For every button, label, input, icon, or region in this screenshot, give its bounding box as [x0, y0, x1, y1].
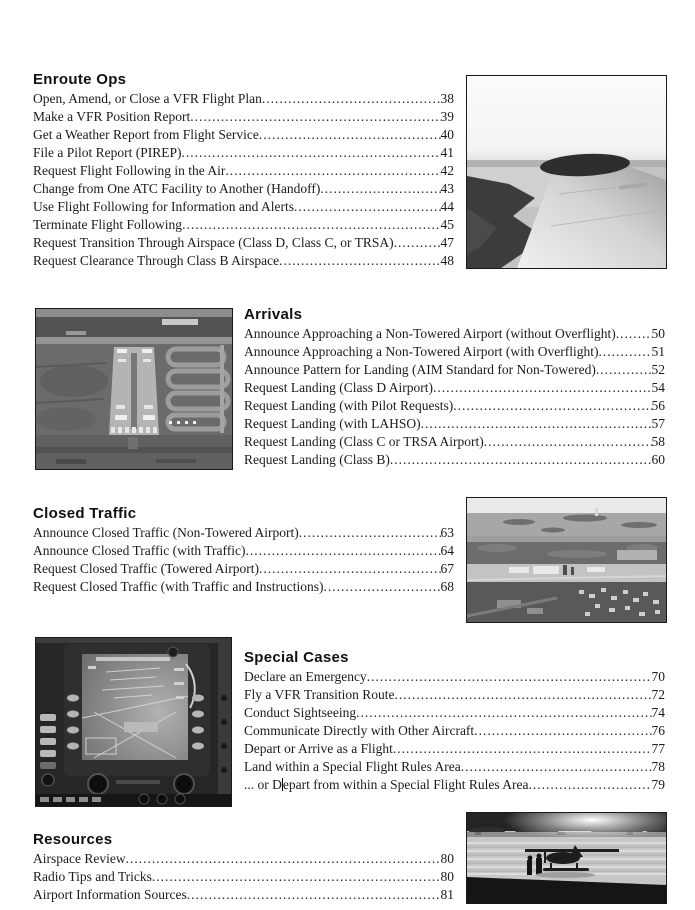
dot-leader: [395, 686, 652, 704]
entry-page-number: 58: [651, 434, 665, 449]
entry-title: Announce Closed Traffic (Non-Towered Airport): [33, 525, 299, 540]
toc-entry: [244, 722, 665, 740]
toc-entry: [33, 198, 454, 216]
entry-page-number: 57: [651, 416, 665, 431]
entry-page-number: 80: [440, 869, 454, 884]
entry-page-number: 81: [440, 887, 454, 902]
airplane-wing-in-flight-photo: [466, 75, 667, 269]
entry-title: Airport Information Sources: [33, 887, 187, 902]
entry-title-before-cursor: ... or D: [244, 777, 282, 792]
dot-leader: [421, 415, 652, 433]
entry-title: Request Landing (with LAHSO): [244, 416, 421, 431]
dot-leader: [323, 578, 440, 596]
entry-page-number: 45: [440, 217, 454, 232]
section-resources: [33, 831, 454, 904]
dot-leader: [484, 433, 652, 451]
entry-page-number: 68: [440, 579, 454, 594]
dot-leader: [461, 758, 652, 776]
entry-title: Request Clearance Through Class B Airspace: [33, 253, 280, 268]
dot-leader: [390, 451, 652, 469]
entry-title: Request Transition Through Airspace (Class D, Class C, or TRSA): [33, 235, 394, 250]
dot-leader: [259, 560, 440, 578]
entry-title: [244, 776, 528, 794]
dot-leader: [394, 234, 441, 252]
entry-title: Request Landing (Class B): [244, 452, 390, 467]
entry-page-number: 76: [651, 723, 665, 738]
toc-entry: [244, 343, 665, 361]
toc-entry: [244, 415, 665, 433]
entry-title: Request Landing (with Pilot Requests): [244, 398, 454, 413]
entry-title: Request Landing (Class C or TRSA Airport): [244, 434, 484, 449]
toc-entry: [33, 560, 454, 578]
entry-title: Announce Closed Traffic (with Traffic): [33, 543, 246, 558]
entry-page-number: 78: [651, 759, 665, 774]
toc-entry: [244, 704, 665, 722]
dot-leader: [294, 198, 441, 216]
avionics-display-photo: [35, 637, 232, 807]
entry-title: Request Closed Traffic (with Traffic and Instructions): [33, 579, 324, 594]
toc-entry: [33, 144, 454, 162]
entry-page-number: 42: [440, 163, 454, 178]
entry-page-number: 56: [651, 398, 665, 413]
dot-leader: [616, 325, 652, 343]
toc-entry: [244, 758, 665, 776]
entry-page-number: 39: [440, 109, 454, 124]
toc-entry: [244, 361, 665, 379]
entry-page-number: 63: [440, 525, 454, 540]
entry-title: Get a Weather Report from Flight Service: [33, 127, 259, 142]
aerial-runway-photo: [35, 308, 233, 470]
toc-entry: [33, 234, 454, 252]
toc-entry: [33, 216, 454, 234]
entry-page-number: 43: [440, 181, 454, 196]
dot-leader: [182, 216, 440, 234]
aerial-town-and-airport-photo: [466, 497, 667, 623]
toc-entry: [244, 668, 665, 686]
entry-page-number: 38: [440, 91, 454, 106]
entry-page-number: 48: [440, 253, 454, 268]
entry-page-number: 67: [440, 561, 454, 576]
dot-leader: [262, 90, 441, 108]
toc-entry: [33, 578, 454, 596]
entry-page-number: 52: [651, 362, 665, 377]
dot-leader: [246, 542, 441, 560]
dot-leader: [453, 397, 651, 415]
dot-leader: [182, 144, 441, 162]
toc-entry: [33, 886, 454, 904]
toc-entry: [33, 524, 454, 542]
section-arrivals: [244, 306, 665, 469]
section-heading: Special Cases: [244, 649, 349, 666]
entry-title: File a Pilot Report (PIREP): [33, 145, 182, 160]
entry-page-number: 70: [651, 669, 665, 684]
toc-entry: [244, 325, 665, 343]
entry-page-number: 72: [651, 687, 665, 702]
entry-page-number: 41: [440, 145, 454, 160]
entry-title: Announce Approaching a Non-Towered Airport (with Overflight): [244, 344, 599, 359]
entry-page-number: 47: [440, 235, 454, 250]
dot-leader: [367, 668, 652, 686]
dot-leader: [190, 108, 440, 126]
entry-title: Announce Approaching a Non-Towered Airport (without Overflight): [244, 326, 616, 341]
toc-entry: [244, 451, 665, 469]
toc-entry: [33, 850, 454, 868]
entry-title: Conduct Sightseeing: [244, 705, 357, 720]
toc-entry: [33, 542, 454, 560]
dot-leader: [598, 343, 651, 361]
section-heading: Enroute Ops: [33, 71, 127, 88]
dot-leader: [152, 868, 441, 886]
dot-leader: [356, 704, 651, 722]
entry-title: Request Landing (Class D Airport): [244, 380, 433, 395]
dot-leader: [320, 180, 440, 198]
entry-page-number: 50: [651, 326, 665, 341]
toc-entry: [33, 868, 454, 886]
entry-page-number: 51: [651, 344, 665, 359]
entry-title: Request Closed Traffic (Towered Airport): [33, 561, 260, 576]
seaplane-at-shore-photo: [466, 812, 667, 904]
entry-title: Use Flight Following for Information and Alerts: [33, 199, 294, 214]
entry-page-number: 44: [440, 199, 454, 214]
toc-entry: [244, 776, 665, 794]
dot-leader: [433, 379, 652, 397]
section-heading: Resources: [33, 831, 113, 848]
entry-title-after-cursor: epart from within a Special Flight Rules Area: [282, 777, 529, 792]
toc-entry: [244, 686, 665, 704]
entry-title: Declare an Emergency: [244, 669, 367, 684]
entry-title: Land within a Special Flight Rules Area: [244, 759, 461, 774]
section-closed-traffic: [33, 505, 454, 596]
entry-page-number: 80: [440, 851, 454, 866]
section-enroute-ops: [33, 71, 454, 270]
entry-title: Fly a VFR Transition Route: [244, 687, 395, 702]
entry-page-number: 74: [651, 705, 665, 720]
dot-leader: [279, 252, 440, 270]
section-special-cases: [244, 649, 665, 794]
dot-leader: [596, 361, 652, 379]
dot-leader: [393, 740, 652, 758]
dot-leader: [474, 722, 651, 740]
dot-leader: [528, 776, 651, 794]
entry-title: Airspace Review: [33, 851, 126, 866]
dot-leader: [299, 524, 441, 542]
toc-entry: [33, 108, 454, 126]
entry-page-number: 40: [440, 127, 454, 142]
dot-leader: [187, 886, 441, 904]
entry-title: Open, Amend, or Close a VFR Flight Plan: [33, 91, 262, 106]
entry-title: Terminate Flight Following: [33, 217, 183, 232]
entry-page-number: 79: [651, 777, 665, 792]
entry-title: Announce Pattern for Landing (AIM Standard for Non-Towered): [244, 362, 596, 377]
dot-leader: [259, 126, 441, 144]
dot-leader: [225, 162, 440, 180]
toc-entry: [33, 180, 454, 198]
entry-title: Radio Tips and Tricks: [33, 869, 152, 884]
toc-entry: [33, 252, 454, 270]
dot-leader: [126, 850, 441, 868]
entry-page-number: 77: [651, 741, 665, 756]
section-heading: Arrivals: [244, 306, 303, 323]
entry-title: Request Flight Following in the Air: [33, 163, 226, 178]
entry-title: Change from One ATC Facility to Another (Handoff): [33, 181, 321, 196]
toc-entry: [244, 397, 665, 415]
toc-entry: [33, 90, 454, 108]
entry-title: Depart or Arrive as a Flight: [244, 741, 393, 756]
entry-title: Make a VFR Position Report: [33, 109, 191, 124]
section-heading: Closed Traffic: [33, 505, 137, 522]
entry-page-number: 60: [651, 452, 665, 467]
toc-entry: [33, 126, 454, 144]
entry-title: Communicate Directly with Other Aircraft: [244, 723, 475, 738]
toc-entry: [244, 433, 665, 451]
toc-entry: [244, 379, 665, 397]
toc-entry: [33, 162, 454, 180]
entry-page-number: 54: [651, 380, 665, 395]
entry-page-number: 64: [440, 543, 454, 558]
toc-entry: [244, 740, 665, 758]
